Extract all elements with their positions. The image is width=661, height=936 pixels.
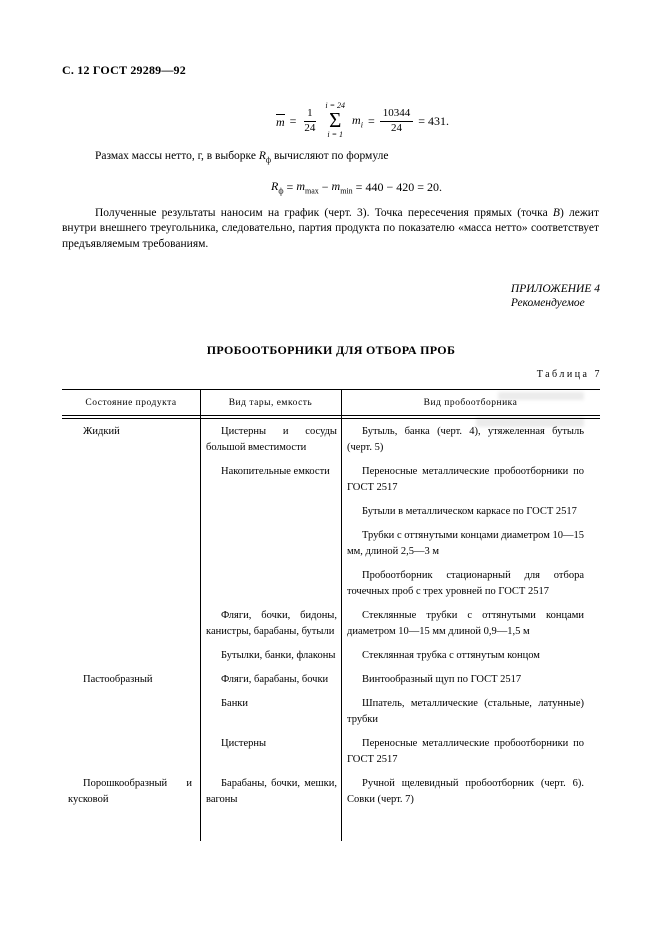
table-cell bbox=[200, 568, 341, 600]
table-cell bbox=[62, 608, 200, 640]
table-cell: Фляги, барабаны, бочки bbox=[221, 674, 329, 685]
table-row bbox=[62, 464, 600, 496]
minus-sign: − bbox=[321, 179, 329, 194]
appendix-title: ПРИЛОЖЕНИЕ 4 bbox=[510, 283, 600, 295]
table-cell bbox=[62, 464, 200, 496]
table-row bbox=[62, 776, 600, 808]
table-row bbox=[62, 568, 600, 600]
appendix-marker bbox=[511, 283, 600, 310]
results-paragraph: Полученные результаты наносим на график (черт. 3). Точка пересечения прямых (точка В) лежит внутри внешнего треугольника, следовательно, партия продукта по показателю «масса нетто» соответствует предъявляемым требованиям. bbox=[62, 207, 599, 250]
table-cell: Ручной щелевидный пробоотборник (черт. 6). Совки (черт. 7) bbox=[347, 778, 584, 805]
table-cell: Банки bbox=[221, 698, 249, 709]
equals-sign: = bbox=[367, 113, 375, 128]
table-cell: Порошкообразный и кусковой bbox=[68, 778, 192, 805]
table-cell: Бутыли в металлическом каркасе по ГОСТ 2517 bbox=[362, 506, 577, 517]
table-cell: Пробоотборник стационарный для отбора точечных проб с трех уровней по ГОСТ 2517 bbox=[347, 570, 584, 597]
m-min: $m_{min}$ bbox=[331, 178, 353, 196]
table-cell: Переносные металлические пробоотборники по ГОСТ 2517 bbox=[347, 738, 584, 765]
formula-range bbox=[0, 176, 661, 198]
table-cell: Винтообразный щуп по ГОСТ 2517 bbox=[362, 674, 522, 685]
range-lhs: $R_ф$ bbox=[271, 178, 284, 196]
table-cell bbox=[62, 568, 200, 600]
point-b-symbol: В bbox=[552, 207, 560, 219]
sum-symbol: i = 24 Σ i = 1 bbox=[325, 101, 346, 139]
table-row bbox=[62, 648, 600, 664]
table-cell: Барабаны, бочки, мешки, вагоны bbox=[206, 778, 337, 805]
table-body bbox=[62, 418, 600, 808]
table-cell bbox=[62, 736, 200, 768]
column-divider bbox=[341, 390, 342, 841]
table-row bbox=[62, 696, 600, 728]
column-divider bbox=[200, 390, 201, 841]
table-cell: Фляги, бочки, бидоны, канистры, барабаны, бутыли bbox=[206, 610, 337, 637]
table-row bbox=[62, 528, 600, 560]
mean-symbol: m bbox=[275, 115, 285, 129]
table-row bbox=[62, 608, 600, 640]
column-header-sampler-type: Вид пробоотборника bbox=[423, 397, 518, 408]
table-cell: Цистерны bbox=[221, 738, 267, 749]
table-cell: Накопительные емкости bbox=[221, 466, 330, 477]
table-cell: Бутылки, банки, флаконы bbox=[221, 650, 336, 661]
table-cell: Бутыль, банка (черт. 4), утяжеленная бутыль (черт. 5) bbox=[347, 426, 584, 453]
page-header: С. 12 ГОСТ 29289—92 bbox=[62, 63, 186, 77]
table-cell bbox=[62, 696, 200, 728]
table-cell: Переносные металлические пробоотборники по ГОСТ 2517 bbox=[347, 466, 584, 493]
table-cell: Шпатель, металлические (стальные, латунные) трубки bbox=[347, 698, 584, 725]
equals-sign: = bbox=[289, 113, 297, 128]
samplers-table bbox=[62, 389, 600, 841]
formula-result: = 440 − 420 = 20. bbox=[355, 179, 442, 194]
table-row bbox=[62, 736, 600, 768]
equals-sign: = bbox=[286, 179, 294, 194]
table-cell: Трубки с оттянутыми концами диаметром 10—15 мм, длиной 2,5—3 м bbox=[347, 530, 584, 557]
table-cell: Жидкий bbox=[83, 426, 120, 437]
r-symbol: R bbox=[258, 150, 266, 162]
table-row bbox=[62, 672, 600, 688]
table-row bbox=[62, 424, 600, 456]
table-cell: Стеклянные трубки с оттянутыми концами диаметром 10—15 мм длиной 0,9—1,5 м bbox=[347, 610, 584, 637]
fraction-one-over-24: $\frac{1}{24}$ bbox=[304, 107, 316, 134]
column-header-product-state: Состояние продукта bbox=[85, 397, 177, 408]
table-cell bbox=[62, 528, 200, 560]
section-title: ПРОБООТБОРНИКИ ДЛЯ ОТБОРА ПРОБ bbox=[206, 343, 456, 357]
range-sentence: Размах массы нетто, г, в выборке $R_ф$ вычисляют по формуле bbox=[95, 150, 389, 165]
table-cell bbox=[62, 648, 200, 664]
table-caption: Таблица 7 bbox=[536, 369, 602, 380]
fraction-10344-over-24: $\frac{10344}{24}$ bbox=[380, 107, 414, 134]
table-row bbox=[62, 504, 600, 520]
table-cell: Цистерны и сосуды большой вместимости bbox=[206, 426, 337, 453]
table-cell bbox=[200, 504, 341, 520]
table-cell bbox=[62, 504, 200, 520]
appendix-subtitle: Рекомендуемое bbox=[510, 296, 585, 309]
m-max: $m_{max}$ bbox=[296, 178, 319, 196]
table-cell bbox=[200, 528, 341, 560]
table-cell: Стеклянная трубка с оттянутым концом bbox=[362, 650, 540, 661]
formula-result: = 431. bbox=[418, 113, 450, 128]
term-mi: $m_i$ bbox=[352, 112, 363, 130]
table-cell: Пастообразный bbox=[83, 674, 153, 685]
formula-mean bbox=[0, 98, 661, 144]
table-header-row bbox=[62, 390, 600, 416]
column-header-container-type: Вид тары, емкость bbox=[228, 397, 313, 408]
